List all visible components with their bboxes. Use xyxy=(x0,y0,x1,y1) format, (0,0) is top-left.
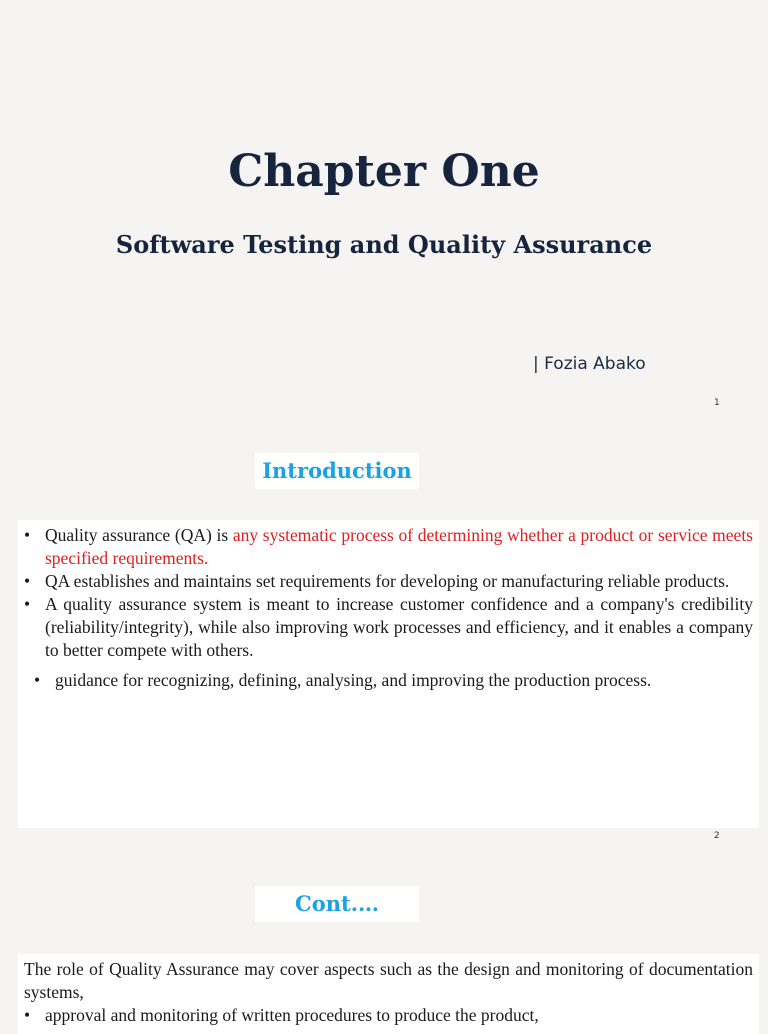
cont-heading: Cont.… xyxy=(255,886,419,922)
bullet-text: A quality assurance system is meant to increase customer confidence and a company's credibility (reliability/integrity), while also improving work processes and efficiency, and it enables a company to better compete with others. xyxy=(45,594,753,660)
introduction-heading: Introduction xyxy=(255,453,419,489)
bullet-marker: • xyxy=(24,594,31,614)
bullet-item xyxy=(24,524,753,570)
cont-paragraph: The role of Quality Assurance may cover aspects such as the design and monitoring of documentation systems, xyxy=(24,959,753,1002)
page-number-1: 1 xyxy=(714,398,720,408)
bullet-item xyxy=(24,593,753,662)
cont-panel xyxy=(18,954,759,1034)
slide1-subtitle: Software Testing and Quality Assurance xyxy=(115,230,653,259)
bullet-text-highlight: any systematic process of determining whether a product or service meets specified requirements. xyxy=(45,525,753,568)
introduction-panel xyxy=(18,520,759,828)
bullet-text xyxy=(45,524,753,570)
bullet-item xyxy=(24,570,753,593)
bullet-marker: • xyxy=(24,1005,31,1025)
slide1-title: Chapter One xyxy=(228,146,540,197)
sub-bullet-text: guidance for recognizing, defining, analysing, and improving the production process. xyxy=(55,670,652,690)
bullet-text: QA establishes and maintains set requirements for developing or manufacturing reliable products. xyxy=(45,571,730,591)
bullet-marker: • xyxy=(34,670,41,690)
author-name: | Fozia Abako xyxy=(533,354,646,374)
sub-bullet-item xyxy=(24,669,753,692)
bullet-marker: • xyxy=(24,571,31,591)
bullet-text-plain: Quality assurance (QA) is xyxy=(45,525,233,545)
page-number-2: 2 xyxy=(714,831,720,841)
bullet-marker: • xyxy=(24,525,31,545)
bullet-text: approval and monitoring of written procedures to produce the product, xyxy=(45,1005,539,1025)
